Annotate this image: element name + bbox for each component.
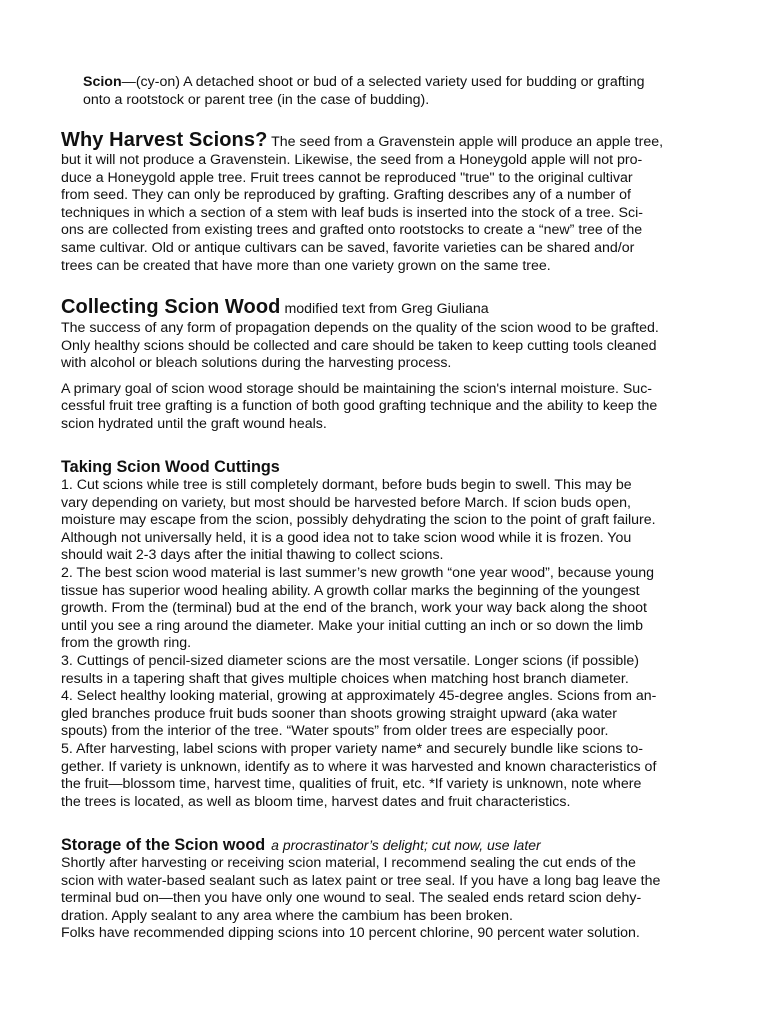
cuttings-line: gled branches produce fruit buds sooner than shoots growing straight upward (aka water [61, 705, 618, 722]
cuttings-line: the fruit—blossom time, harvest time, qualities of fruit, etc. *If variety is unknown, note where [61, 776, 642, 793]
definition-line-2: onto a rootstock or parent tree (in the case of budding). [83, 91, 430, 108]
collecting-paragraph-1 [61, 320, 711, 373]
cuttings-line: spouts) from the interior of the tree. “Water spouts” from older trees are especially poor. [61, 723, 609, 740]
cuttings-line: the trees is located, as well as bloom time, harvest dates and fruit characteristics. [61, 793, 571, 810]
why-line: same cultivar. Old or antique cultivars can be saved, favorite varieties can be shared and/or [61, 239, 635, 256]
collecting-section [61, 294, 711, 434]
why-harvest-section [61, 127, 711, 275]
cuttings-list [61, 477, 711, 811]
cuttings-line: growth. From the (terminal) bud at the end of the branch, work your way back along the shoot [61, 600, 647, 617]
cuttings-section [61, 457, 711, 811]
collecting-credit: modified text from Greg Giuliana [280, 301, 489, 317]
why-line: from seed. They can only be reproduced by grafting. Grafting describes any of a number of [61, 187, 631, 204]
cuttings-line: until you see a ring around the diameter. Make your initial cutting an inch or so down the limb [61, 617, 644, 634]
storage-line: Folks have recommended dipping scions into 10 percent chlorine, 90 percent water solution. [61, 925, 640, 942]
collecting-heading: Collecting Scion Wood [61, 296, 281, 318]
storage-title-line [61, 835, 711, 855]
collecting-line: Only healthy scions should be collected and care should be taken to keep cutting tools cleaned [61, 337, 657, 354]
cuttings-line: tissue has superior wood healing ability. A growth collar marks the beginning of the youngest [61, 582, 640, 599]
cuttings-line: 4. Select healthy looking material, growing at approximately 45-degree angles. Scions from an- [61, 688, 657, 705]
why-paragraph [61, 152, 711, 275]
storage-heading: Storage of the Scion wood [61, 836, 266, 854]
why-line: duce a Honeygold apple tree. Fruit trees cannot be reproduced "true" to the original cultivar [61, 169, 633, 186]
collecting-line: scion hydrated until the graft wound heals. [61, 415, 327, 432]
storage-line: Shortly after harvesting or receiving scion material, I recommend sealing the cut ends of the [61, 855, 636, 871]
cuttings-line: 2. The best scion wood material is last summer’s new growth “one year wood”, because young [61, 564, 655, 581]
why-line: techniques in which a section of a stem with leaf buds is inserted into the stock of a tree. Sci- [61, 204, 643, 221]
definition-line-1 [83, 74, 703, 92]
collecting-title-line [61, 294, 711, 322]
storage-line: scion with water-based sealant such as latex paint or tree seal. If you have a long bag leave the [61, 872, 661, 889]
collecting-line: cessful fruit tree grafting is a function of both good grafting technique and the ability to keep the [61, 398, 658, 415]
why-heading: Why Harvest Scions? [61, 129, 268, 151]
why-text-start: The seed from a Gravenstein apple will produce an apple tree, [267, 134, 664, 150]
collecting-line: The success of any form of propagation depends on the quality of the scion wood to be grafted. [61, 320, 659, 336]
collecting-line: with alcohol or bleach solutions during the harvesting process. [61, 355, 452, 372]
why-line: but it will not produce a Gravenstein. Likewise, the seed from a Honeygold apple will not pro- [61, 152, 643, 168]
storage-section [61, 835, 711, 943]
why-line: ons are collected from existing trees and grafted onto rootstocks to create a “new” tree of the [61, 222, 643, 239]
definition-term: Scion [83, 74, 122, 90]
why-first-line [61, 127, 711, 155]
cuttings-line: 1. Cut scions while tree is still completely dormant, before buds begin to swell. This may be [61, 477, 632, 493]
cuttings-line: results in a tapering shaft that gives multiple choices when matching host branch diameter. [61, 670, 629, 687]
collecting-line: A primary goal of scion wood storage should be maintaining the scion's internal moisture. Suc- [61, 380, 653, 397]
cuttings-line: from the growth ring. [61, 635, 192, 652]
why-line: trees can be created that have more than one variety grown on the same tree. [61, 257, 551, 274]
cuttings-line: gether. If variety is unknown, identify as to where it was harvested and known characteristics of [61, 758, 657, 775]
storage-subtitle: a procrastinator’s delight; cut now, use later [271, 837, 541, 853]
scion-definition [83, 74, 703, 109]
storage-paragraph [61, 855, 711, 943]
storage-line: terminal bud on—then you have only one wound to seal. The sealed ends retard scion dehy- [61, 890, 642, 907]
collecting-paragraph-2 [61, 381, 711, 434]
cuttings-line: should wait 2-3 days after the initial thawing to collect scions. [61, 547, 444, 564]
storage-line: dration. Apply sealant to any area where the cambium has been broken. [61, 907, 513, 924]
cuttings-line: 5. After harvesting, label scions with proper variety name* and securely bundle like scions to- [61, 740, 643, 757]
definition-text: —(cy-on) A detached shoot or bud of a selected variety used for budding or grafting [121, 74, 645, 90]
cuttings-line: Although not universally held, it is a good idea not to take scion wood while it is frozen. You [61, 529, 632, 546]
cuttings-line: 3. Cuttings of pencil-sized diameter scions are the most versatile. Longer scions (if possible) [61, 652, 640, 669]
cuttings-heading: Taking Scion Wood Cuttings [61, 458, 280, 476]
cuttings-line: vary depending on variety, but most should be harvested before March. If scion buds open, [61, 494, 631, 511]
cuttings-line: moisture may escape from the scion, possibly dehydrating the scion to the point of graft failure. [61, 512, 656, 529]
